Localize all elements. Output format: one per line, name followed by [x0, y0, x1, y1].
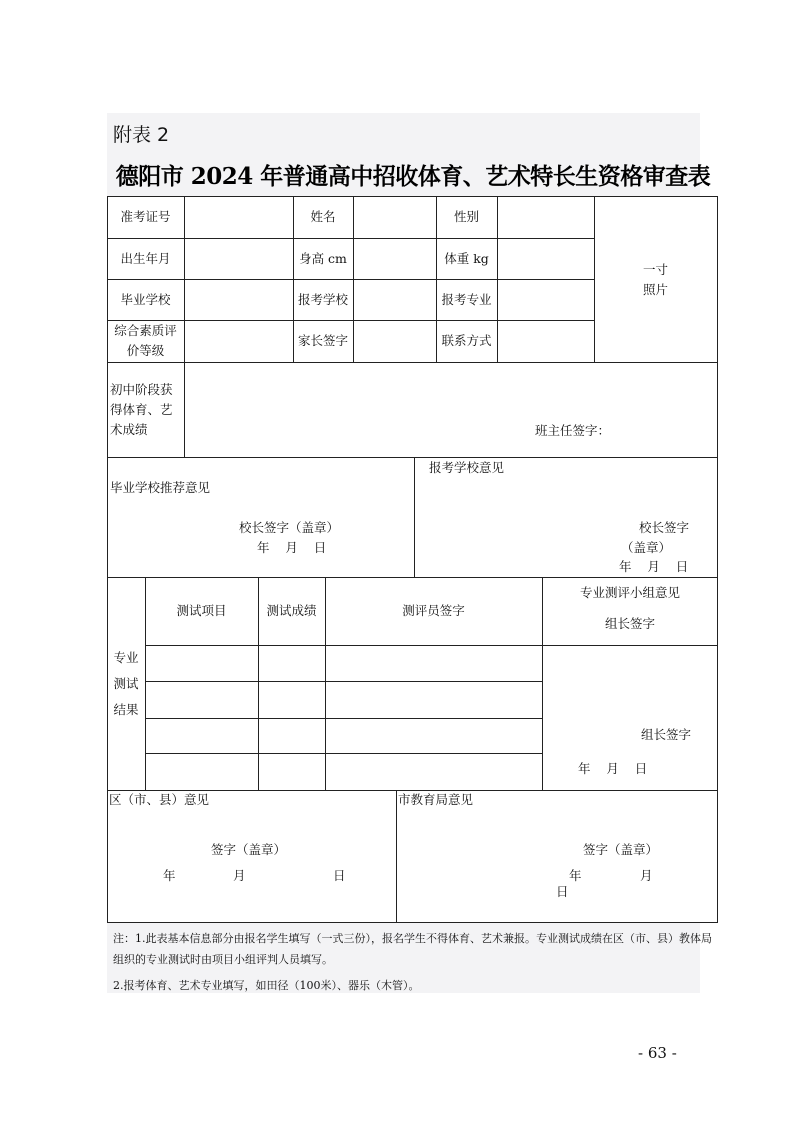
note-2: 2.报考体育、艺术专业填写，如田径（100米）、器乐（木管）。	[113, 979, 420, 992]
district-year: 年	[163, 868, 176, 883]
grid-line	[107, 279, 594, 280]
district-opinion-label: 区（市、县）意见	[109, 792, 210, 807]
col-test-item: 测试项目	[176, 603, 227, 618]
label-awards-line2: 得体育、艺	[110, 402, 173, 417]
label-exam-id: 准考证号	[120, 209, 171, 224]
city-month: 月	[640, 868, 653, 883]
group-opinion-label: 专业测评小组意见	[579, 585, 680, 600]
city-opinion-label: 市教育局意见	[398, 792, 474, 807]
grid-line	[107, 577, 718, 578]
seal-label: （盖章）	[621, 540, 672, 555]
grid-line	[145, 681, 542, 682]
grid-line	[145, 645, 718, 646]
applied-school-opinion-label: 报考学校意见	[429, 460, 505, 475]
applied-opinion-date: 年 月 日	[619, 559, 689, 574]
city-sign: 签字（盖章）	[583, 842, 659, 857]
grid-line	[396, 790, 397, 923]
test-side-line1: 专业	[113, 650, 139, 665]
label-birth: 出生年月	[120, 251, 171, 266]
district-month: 月	[233, 868, 246, 883]
notes	[113, 928, 713, 996]
district-sign: 签字（盖章）	[211, 842, 287, 857]
label-awards-line3: 术成绩	[110, 422, 148, 437]
label-name: 姓名	[310, 209, 336, 224]
leader-sign: 组长签字	[641, 727, 692, 742]
label-contact: 联系方式	[441, 333, 492, 348]
col-evaluator-sign: 测评员签字	[402, 603, 465, 618]
attachment-label: 附表 2	[113, 124, 170, 146]
label-applied-school: 报考学校	[297, 292, 348, 307]
principal-sign-seal: 校长签字（盖章）	[239, 520, 340, 535]
photo-label-line2: 照片	[642, 282, 668, 297]
page-number: - 63 -	[638, 1044, 677, 1062]
form-title: 德阳市 2024 年普通高中招收体育、艺术特长生资格审查表	[115, 163, 711, 190]
grad-opinion-date: 年 月 日	[257, 540, 327, 555]
label-weight: 体重 kg	[444, 251, 489, 266]
grid-line	[107, 362, 718, 363]
teacher-signature-label: 班主任签字：	[535, 423, 611, 438]
grid-line	[145, 753, 542, 754]
grid-line	[107, 238, 594, 239]
grid-line	[353, 196, 354, 362]
city-day: 日	[556, 884, 569, 899]
grid-line	[414, 457, 415, 577]
label-parent-sign: 家长签字	[297, 333, 348, 348]
note-1: 注：1.此表基本信息部分由报名学生填写（一式三份），报名学生不得体育、艺术兼报。专业测试成绩在区（市、县）教体局组织的专业测试时由项目小组评判人员填写。	[113, 932, 712, 966]
col-test-score: 测试成绩	[266, 603, 317, 618]
table-border-top	[107, 196, 718, 197]
photo-label-line1: 一寸	[642, 262, 668, 277]
city-year: 年	[569, 868, 582, 883]
grid-line	[497, 196, 498, 362]
label-grad-school: 毕业学校	[120, 292, 171, 307]
grid-line	[107, 457, 718, 458]
label-quality-line2: 价等级	[126, 343, 165, 358]
label-applied-major: 报考专业	[441, 292, 492, 307]
test-side-line2: 测试	[113, 676, 139, 691]
label-gender: 性别	[453, 209, 479, 224]
grid-line	[184, 196, 185, 457]
principal-sign: 校长签字	[639, 520, 690, 535]
grad-school-opinion-label: 毕业学校推荐意见	[110, 480, 211, 495]
label-quality-line1: 综合素质评	[114, 323, 177, 338]
table-border-right	[717, 196, 718, 923]
leader-sign-top: 组长签字	[604, 616, 655, 631]
grid-line	[145, 718, 542, 719]
test-date: 年 月 日	[578, 761, 648, 776]
district-day: 日	[333, 868, 346, 883]
label-awards-line1: 初中阶段获	[110, 382, 173, 397]
label-height: 身高 cm	[299, 251, 347, 266]
test-side-line3: 结果	[113, 702, 139, 717]
table-border-bottom	[107, 922, 718, 923]
qualification-review-table	[107, 196, 718, 923]
grid-line	[542, 577, 543, 790]
